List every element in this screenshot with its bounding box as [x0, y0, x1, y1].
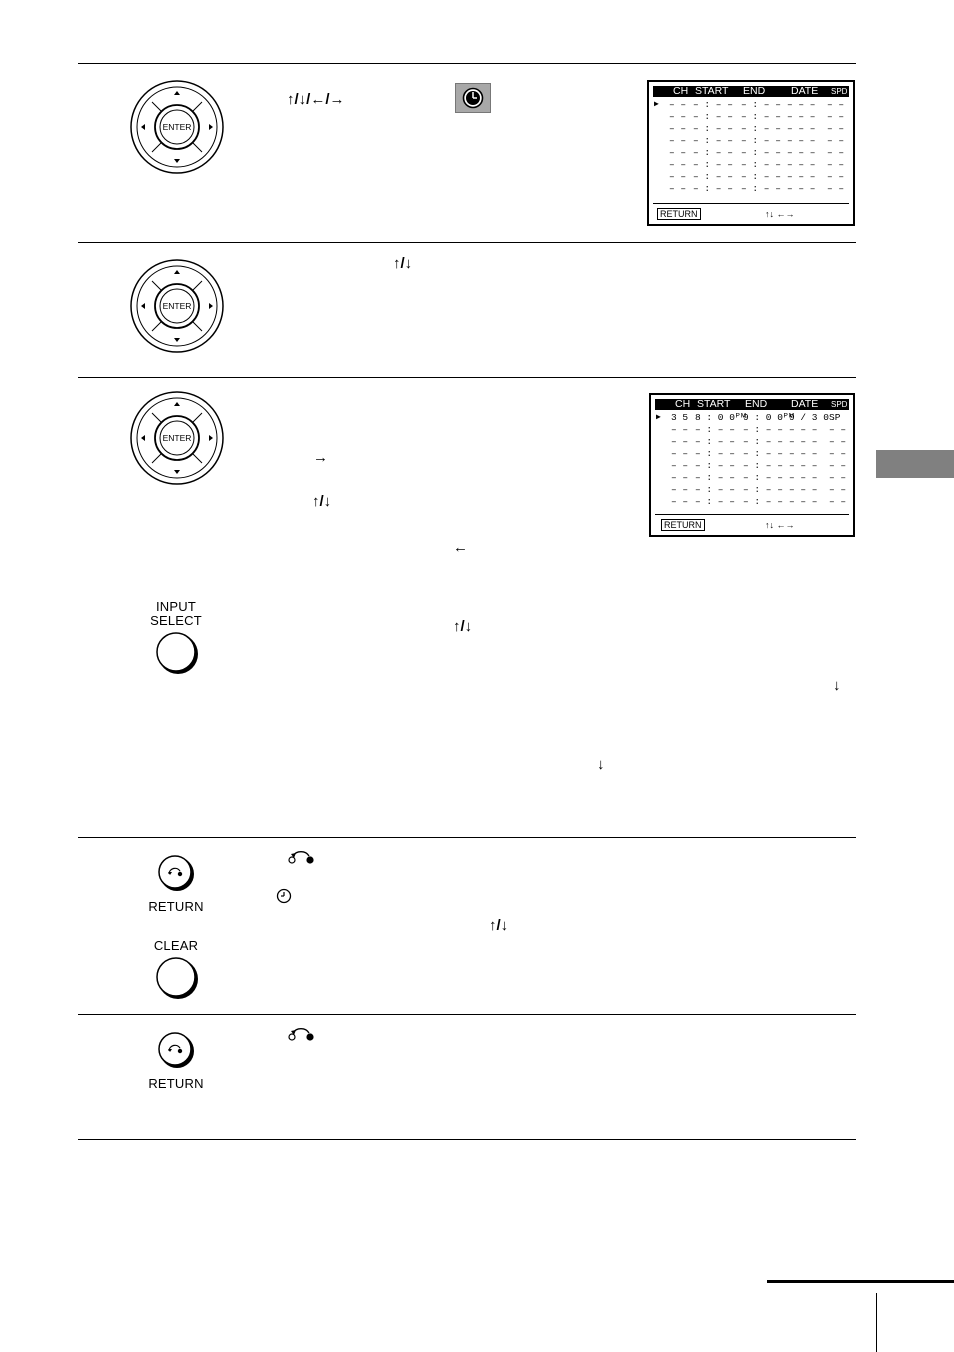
cell-ch: – – [669, 171, 687, 182]
cell-spd: – – [827, 159, 845, 170]
cell-end: – : – – [741, 135, 781, 146]
cell-date: – – – [787, 135, 816, 146]
cell-start: – : – – [693, 171, 733, 182]
return-label-2: RETURN [148, 1076, 204, 1091]
timer-row [651, 484, 853, 496]
return-symbol-icon-1 [286, 846, 318, 866]
section-tab [876, 450, 954, 478]
page-edge-rule [876, 1293, 877, 1352]
cell-spd: – – [827, 183, 845, 194]
step3-arrow-down-2: ↓ [597, 756, 605, 773]
cell-date: – – – [787, 159, 816, 170]
col-ch: CH [675, 398, 691, 410]
cell-ch: – – [671, 460, 689, 471]
step3-arrow-updown-2: ↑/↓ [453, 618, 473, 635]
cell-start: – : – – [693, 135, 733, 146]
cell-date: – – – [789, 448, 818, 459]
cell-start: – : – – [693, 111, 733, 122]
cell-start: – : – – [693, 159, 733, 170]
cell-ch: – – [671, 448, 689, 459]
table-rule-bottom [78, 1139, 856, 1140]
cell-spd: – – [827, 171, 845, 182]
cell-spd: – – [829, 496, 847, 507]
table-rule-3 [78, 837, 856, 838]
osd-return-label: RETURN [661, 519, 705, 531]
timer-row [651, 436, 853, 448]
cell-ch: – – [671, 424, 689, 435]
cell-start: – : – – [695, 472, 735, 483]
cell-date: – – – [789, 484, 818, 495]
cell-cursor: ▶ [656, 413, 661, 422]
step2-arrow-keys: ↑/↓ [393, 255, 413, 272]
timer-row [651, 472, 853, 484]
cell-start: – : – – [693, 147, 733, 158]
cell-spd: – – [829, 484, 847, 495]
cell-end: – : – – [743, 436, 783, 447]
osd-header [655, 399, 849, 410]
step1-arrow-keys: ↑/↓/←/→ [287, 91, 345, 108]
table-rule-2 [78, 377, 856, 378]
enter-label: ENTER [162, 301, 192, 311]
cell-end: – : – – [741, 147, 781, 158]
cell-date: – – – [787, 99, 816, 110]
osd-nav-hint: ↑↓ ←→ [765, 209, 795, 219]
cell-end: – : – – [741, 159, 781, 170]
step4-arrow-keys: ↑/↓ [489, 917, 509, 934]
cell-ch: – – [671, 436, 689, 447]
cell-spd: – – [827, 99, 845, 110]
table-rule-1 [78, 242, 856, 243]
table-rule-top [78, 63, 856, 64]
cell-end: – : – – [743, 472, 783, 483]
cell-ch: – – [671, 472, 689, 483]
cell-spd: – – [829, 472, 847, 483]
timer-list-screen-1 [647, 80, 855, 226]
return-button-icon-1 [156, 853, 196, 893]
cell-date: – – – [789, 436, 818, 447]
timer-row [649, 111, 853, 123]
enter-dpad-icon-2 [128, 257, 226, 355]
cell-ch: – – [671, 496, 689, 507]
cell-spd: – – [827, 135, 845, 146]
cell-start: – : – – [693, 123, 733, 134]
osd-header [653, 86, 849, 97]
clear-button-icon [154, 955, 200, 1001]
cell-start: – : – – [695, 484, 735, 495]
timer-row [651, 412, 853, 424]
timer-row [651, 460, 853, 472]
step3-arrow-updown: ↑/↓ [312, 493, 332, 510]
enter-dpad-icon-1 [128, 78, 226, 176]
cell-end: – : – – [741, 171, 781, 182]
step3-arrow-right: → [313, 449, 328, 466]
cell-ch: – – [669, 123, 687, 134]
cell-start: – : – – [695, 496, 735, 507]
enter-label: ENTER [162, 122, 192, 132]
cell-spd: – – [829, 448, 847, 459]
cell-date: – – – [789, 472, 818, 483]
col-start: START [697, 398, 731, 410]
osd-return-label: RETURN [657, 208, 701, 220]
cell-start: – : – – [695, 424, 735, 435]
cell-start: – : – – [695, 448, 735, 459]
return-symbol-icon-2 [286, 1023, 318, 1043]
col-spd: SPD [831, 87, 848, 96]
cell-spd: – – [827, 147, 845, 158]
timer-menu-icon [455, 83, 491, 113]
cell-date: – – – [787, 183, 816, 194]
col-ch: CH [673, 85, 689, 97]
table-rule-4 [78, 1014, 856, 1015]
timer-row [651, 424, 853, 436]
return-label-1: RETURN [148, 899, 204, 914]
cell-end: – : – – [741, 111, 781, 122]
input-select-button-icon [154, 630, 200, 676]
cell-spd: – – [829, 436, 847, 447]
col-end: END [743, 85, 766, 97]
cell-start: – : – – [693, 99, 733, 110]
timer-row [649, 159, 853, 171]
timer-row [649, 135, 853, 147]
clear-label: CLEAR [153, 938, 199, 953]
col-date: DATE [791, 398, 819, 410]
cell-end: – : – – [743, 460, 783, 471]
cell-start: 8 : 0 0ᴾᴹ [695, 412, 747, 423]
enter-dpad-icon-3 [128, 389, 226, 487]
step3-arrow-left: ← [453, 539, 468, 556]
return-button-icon-2 [156, 1030, 196, 1070]
continued-rule [767, 1280, 954, 1283]
cell-end: – : – – [743, 424, 783, 435]
cell-date: – – – [789, 424, 818, 435]
enter-label: ENTER [162, 433, 192, 443]
cell-ch: – – [669, 111, 687, 122]
cell-date: – – – [789, 460, 818, 471]
cell-end: – : – – [741, 183, 781, 194]
cell-end: – : – – [743, 484, 783, 495]
timer-row [649, 123, 853, 135]
cell-cursor: ▶ [654, 100, 659, 109]
cell-end: – : – – [743, 496, 783, 507]
cell-ch: – – [669, 147, 687, 158]
timer-row [649, 171, 853, 183]
cell-date: 9 / 3 0 [789, 412, 829, 423]
cell-ch: – – [671, 484, 689, 495]
cell-start: – : – – [693, 183, 733, 194]
osd-separator [655, 514, 849, 515]
cell-spd: – – [827, 123, 845, 134]
cell-end: 9 : 0 0ᴾᴹ [743, 412, 795, 423]
cell-ch: – – [669, 135, 687, 146]
cell-end: – : – – [741, 123, 781, 134]
input-select-label-line2: SELECT [150, 613, 202, 628]
col-end: END [745, 398, 768, 410]
cell-end: – : – – [741, 99, 781, 110]
col-spd: SPD [831, 400, 848, 409]
cell-ch: – – [669, 159, 687, 170]
timer-row [649, 147, 853, 159]
col-date: DATE [791, 85, 819, 97]
step3-arrow-down-1: ↓ [833, 677, 841, 694]
cell-start: – : – – [695, 436, 735, 447]
cell-date: – – – [787, 171, 816, 182]
cell-date: – – – [789, 496, 818, 507]
cell-end: – : – – [743, 448, 783, 459]
cell-spd: – – [829, 424, 847, 435]
cell-ch: 3 5 [671, 412, 689, 423]
clock-icon [276, 888, 292, 904]
osd-nav-hint: ↑↓ ←→ [765, 520, 795, 530]
osd-separator [653, 203, 849, 204]
cell-spd: – – [827, 111, 845, 122]
col-start: START [695, 85, 729, 97]
cell-date: – – – [787, 123, 816, 134]
timer-list-screen-2 [649, 393, 855, 537]
timer-row [649, 183, 853, 195]
cell-spd: – – [829, 460, 847, 471]
cell-date: – – – [787, 111, 816, 122]
cell-date: – – – [787, 147, 816, 158]
cell-spd: SP [829, 412, 841, 423]
timer-row [651, 448, 853, 460]
cell-start: – : – – [695, 460, 735, 471]
cell-ch: – – [669, 183, 687, 194]
cell-ch: – – [669, 99, 687, 110]
input-select-label-line1: INPUT [156, 599, 196, 614]
timer-row [649, 99, 853, 111]
timer-row [651, 496, 853, 508]
